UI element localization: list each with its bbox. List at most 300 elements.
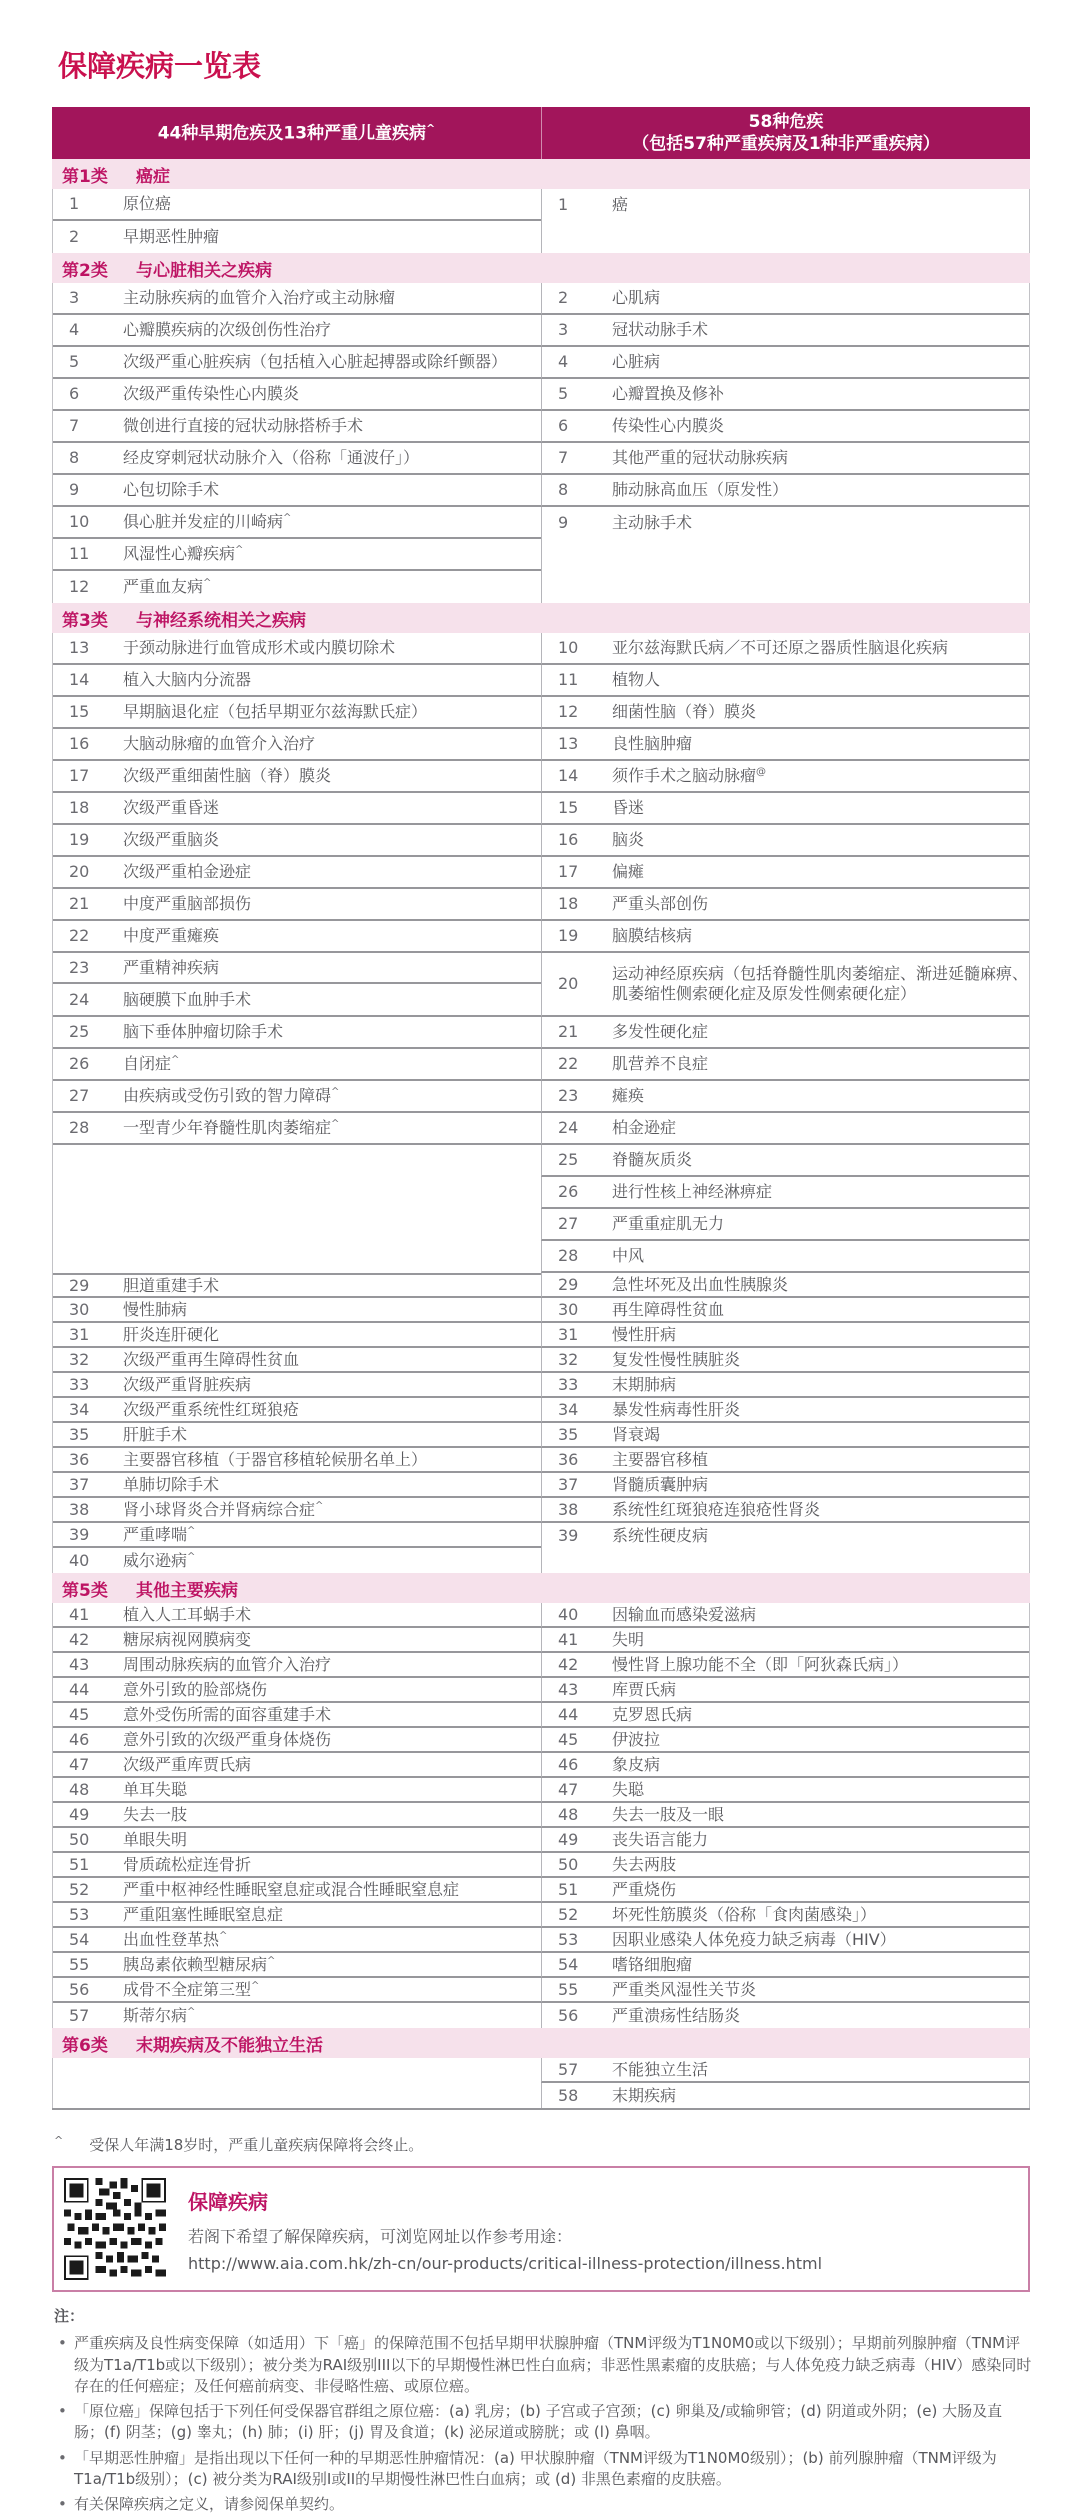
row-number: 19 xyxy=(558,926,579,945)
cell-left xyxy=(53,2003,541,2028)
cell-right xyxy=(541,1878,1029,1903)
row-number: 22 xyxy=(69,926,90,945)
cell-right xyxy=(541,1209,1029,1241)
row-number: 26 xyxy=(69,1054,90,1073)
cell-left xyxy=(53,793,541,825)
footnote-mark: ^ xyxy=(54,2134,64,2147)
row-text: 失聪 xyxy=(612,1779,645,1799)
bullet-dot: • xyxy=(58,2495,67,2514)
page-title: 保障疾病一览表 xyxy=(58,49,262,83)
table-row xyxy=(53,761,1029,793)
row-text: 次级严重柏金逊症 xyxy=(123,862,252,881)
row-text: 单眼失明 xyxy=(123,1829,188,1849)
cell-right xyxy=(541,921,1029,953)
row-text: 次级严重库贾氏病 xyxy=(123,1754,252,1774)
table-row xyxy=(53,571,1029,603)
cell-right xyxy=(541,1373,1029,1398)
cell-left xyxy=(53,1978,541,2003)
cell-right xyxy=(541,2083,1029,2108)
cell-right xyxy=(541,1728,1029,1753)
note-bullet xyxy=(54,2494,1032,2515)
table-row xyxy=(53,1523,1029,1548)
cell-left xyxy=(53,1177,541,1209)
cell-left xyxy=(53,1803,541,1828)
row-number: 53 xyxy=(558,1929,579,1949)
cell-right xyxy=(541,1523,1029,1548)
row-text: 严重溃疡性结肠炎 xyxy=(612,2005,741,2025)
table-row xyxy=(53,507,1029,539)
row-text: 风湿性心瓣疾病^ xyxy=(123,544,244,563)
row-text: 严重类风湿性关节炎 xyxy=(612,1979,757,1999)
cell-left xyxy=(53,347,541,379)
row-number: 46 xyxy=(69,1729,90,1749)
row-number: 8 xyxy=(69,448,80,467)
row-number: 7 xyxy=(558,448,569,467)
cell-right xyxy=(541,475,1029,507)
row-text: 威尔逊病^ xyxy=(123,1550,196,1570)
cell-left xyxy=(53,1928,541,1953)
row-number: 46 xyxy=(558,1754,579,1774)
row-number: 45 xyxy=(558,1729,579,1749)
section-rows xyxy=(52,2058,1030,2108)
row-text: 暴发性病毒性肝炎 xyxy=(612,1399,741,1419)
cell-right xyxy=(541,665,1029,697)
table-row xyxy=(53,1398,1029,1423)
table-row xyxy=(53,315,1029,347)
row-text: 主要器官移植（于器官移植轮候册名单上） xyxy=(123,1449,428,1469)
cell-right xyxy=(541,1628,1029,1653)
table-row xyxy=(53,1853,1029,1878)
cell-right xyxy=(541,1953,1029,1978)
cell-left xyxy=(53,2083,541,2108)
row-number: 42 xyxy=(69,1629,90,1649)
cell-right xyxy=(541,507,1029,539)
cell-left xyxy=(53,1828,541,1853)
row-text: 亚尔兹海默氏病／不可还原之器质性脑退化疾病 xyxy=(612,638,949,657)
row-text: 早期恶性肿瘤 xyxy=(123,227,220,246)
row-text: 传染性心内膜炎 xyxy=(612,416,725,435)
row-text: 肝炎连肝硬化 xyxy=(123,1324,220,1344)
cell-left xyxy=(53,2058,541,2083)
row-number: 35 xyxy=(69,1424,90,1444)
cell-right xyxy=(541,1778,1029,1803)
table-row xyxy=(53,347,1029,379)
table-row xyxy=(53,221,1029,253)
category-band xyxy=(52,253,1030,283)
cell-left xyxy=(53,1273,541,1298)
row-text: 慢性肝病 xyxy=(612,1324,677,1344)
row-number: 56 xyxy=(558,2005,579,2025)
row-text: 末期肺病 xyxy=(612,1374,677,1394)
cell-right xyxy=(541,1803,1029,1828)
row-text: 严重哮喘^ xyxy=(123,1524,196,1544)
cell-left xyxy=(53,1548,541,1573)
cell-left xyxy=(53,1523,541,1548)
row-number: 9 xyxy=(69,480,80,499)
row-number: 58 xyxy=(558,2085,579,2105)
cell-left xyxy=(53,1728,541,1753)
cell-left xyxy=(53,825,541,857)
cell-left xyxy=(53,507,541,539)
row-number: 41 xyxy=(69,1604,90,1624)
table-row xyxy=(53,697,1029,729)
note-bullet xyxy=(54,2448,1032,2491)
cell-right xyxy=(541,1398,1029,1423)
cell-right xyxy=(541,1978,1029,2003)
row-text: 意外引致的脸部烧伤 xyxy=(123,1679,268,1699)
row-number: 13 xyxy=(558,734,579,753)
table-row xyxy=(53,411,1029,443)
row-text: 由疾病或受伤引致的智力障碍^ xyxy=(123,1086,340,1105)
row-number: 20 xyxy=(69,862,90,881)
cell-left xyxy=(53,1209,541,1241)
row-number: 40 xyxy=(558,1604,579,1624)
row-number: 17 xyxy=(558,862,579,881)
row-number: 36 xyxy=(69,1449,90,1469)
row-number: 1 xyxy=(558,195,569,214)
cell-right xyxy=(541,1423,1029,1448)
row-text: 周围动脉疾病的血管介入治疗 xyxy=(123,1654,332,1674)
row-number: 48 xyxy=(558,1804,579,1824)
row-text: 成骨不全症第三型^ xyxy=(123,1979,260,1999)
row-number: 43 xyxy=(558,1679,579,1699)
table-row xyxy=(53,953,1029,1017)
row-number: 10 xyxy=(558,638,579,657)
cell-left xyxy=(53,1498,541,1523)
row-number: 29 xyxy=(558,1274,579,1294)
table-row xyxy=(53,1903,1029,1928)
row-number: 21 xyxy=(558,1022,579,1041)
table-row xyxy=(53,2058,1029,2083)
row-text: 慢性肺病 xyxy=(123,1299,188,1319)
row-text: 急性坏死及出血性胰腺炎 xyxy=(612,1274,789,1294)
row-superscript: ^ xyxy=(331,1118,340,1130)
row-number: 54 xyxy=(558,1954,579,1974)
row-text: 慢性肾上腺功能不全（即「阿狄森氏病」） xyxy=(612,1654,909,1674)
cell-left xyxy=(53,1348,541,1373)
row-text: 严重烧伤 xyxy=(612,1879,677,1899)
row-number: 38 xyxy=(69,1499,90,1519)
row-text: 次级严重再生障碍性贫血 xyxy=(123,1349,300,1369)
table-row xyxy=(53,1049,1029,1081)
sub-row xyxy=(53,984,541,1015)
cell-left xyxy=(53,1017,541,1049)
table-row xyxy=(53,443,1029,475)
table-row xyxy=(53,1209,1029,1241)
cell-left xyxy=(53,761,541,793)
table-row xyxy=(53,729,1029,761)
row-text: 原位癌 xyxy=(123,194,172,213)
footnote-text: 受保人年满18岁时，严重儿童疾病保障将会终止。 xyxy=(89,2136,424,2154)
cell-right xyxy=(541,539,1029,571)
qr-url-link[interactable]: http://www.aia.com.hk/zh-cn/our-products/critical-illness-protection/illness.html xyxy=(188,2253,823,2273)
cell-left xyxy=(53,315,541,347)
row-text: 严重精神疾病 xyxy=(123,957,220,977)
section-rows xyxy=(52,633,1030,1573)
row-number: 6 xyxy=(558,416,569,435)
row-text: 主动脉手术 xyxy=(612,513,693,532)
cell-right xyxy=(541,1448,1029,1473)
table-row xyxy=(53,1953,1029,1978)
qr-heading: 保障疾病 xyxy=(188,2189,268,2214)
row-number: 12 xyxy=(558,702,579,721)
row-number: 27 xyxy=(69,1086,90,1105)
row-number: 43 xyxy=(69,1654,90,1674)
row-text: 脑硬膜下血肿手术 xyxy=(123,989,252,1009)
row-number: 33 xyxy=(558,1374,579,1394)
table-row xyxy=(53,1145,1029,1177)
cell-right xyxy=(541,1473,1029,1498)
row-superscript: ^ xyxy=(331,1086,340,1098)
row-number: 6 xyxy=(69,384,80,403)
row-superscript: ^ xyxy=(219,1930,228,1942)
qr-panel xyxy=(52,2166,1030,2292)
row-text: 斯蒂尔病^ xyxy=(123,2005,196,2025)
row-superscript: ^ xyxy=(315,1500,324,1512)
qr-code-icon xyxy=(64,2178,166,2280)
row-number: 11 xyxy=(558,670,579,689)
cell-right xyxy=(541,1241,1029,1273)
row-text: 中风 xyxy=(612,1246,645,1265)
row-number: 52 xyxy=(69,1879,90,1899)
sub-row xyxy=(53,953,541,984)
row-text: 复发性慢性胰脏炎 xyxy=(612,1349,741,1369)
row-number: 51 xyxy=(558,1879,579,1899)
row-number: 42 xyxy=(558,1654,579,1674)
cell-right xyxy=(541,857,1029,889)
category-title: 末期疾病及不能独立生活 xyxy=(136,2035,323,2056)
row-number: 2 xyxy=(69,227,80,246)
section-rows xyxy=(52,189,1030,253)
row-number: 3 xyxy=(69,288,80,307)
row-number: 33 xyxy=(69,1374,90,1394)
table-row xyxy=(53,857,1029,889)
cell-right xyxy=(541,697,1029,729)
row-text: 微创进行直接的冠状动脉搭桥手术 xyxy=(123,416,364,435)
row-number: 10 xyxy=(69,512,90,531)
cell-left xyxy=(53,1703,541,1728)
row-number: 8 xyxy=(558,480,569,499)
cell-left xyxy=(53,1373,541,1398)
row-superscript: ^ xyxy=(171,1054,180,1066)
table-row xyxy=(53,1177,1029,1209)
row-number: 25 xyxy=(69,1022,90,1041)
cell-left xyxy=(53,1653,541,1678)
cell-right xyxy=(541,411,1029,443)
row-number: 54 xyxy=(69,1929,90,1949)
table-row xyxy=(53,379,1029,411)
table-header-left: 44种早期危疾及13种严重儿童疾病^ xyxy=(157,121,436,144)
row-text: 不能独立生活 xyxy=(612,2059,709,2079)
section-rows xyxy=(52,1603,1030,2028)
row-text: 因职业感染人体免疫力缺乏病毒（HIV） xyxy=(612,1929,896,1949)
cell-left xyxy=(53,633,541,665)
row-superscript: @ xyxy=(756,766,767,778)
cell-right xyxy=(541,315,1029,347)
row-number: 20 xyxy=(558,974,579,993)
note-bullet-text: 「原位癌」保障包括于下列任何受保器官群组之原位癌：(a) 乳房；(b) 子宫或子宫颈；(c) 卵巢及/或输卵管；(d) 阴道或外阴；(e) 大肠及直肠；(f) 阴茎；(g) 睾丸；(h) 肺；(i) 肝；(j) 胃及食道；(k) 泌尿道或膀胱；或 (l) 鼻咽。 xyxy=(74,2402,1003,2442)
row-number: 44 xyxy=(558,1704,579,1724)
cell-right xyxy=(541,1017,1029,1049)
row-number: 36 xyxy=(558,1449,579,1469)
row-number: 19 xyxy=(69,830,90,849)
row-number: 17 xyxy=(69,766,90,785)
note-bullet xyxy=(54,2401,1032,2444)
table-row xyxy=(53,665,1029,697)
row-number: 5 xyxy=(69,352,80,371)
table-row xyxy=(53,1241,1029,1273)
row-number: 21 xyxy=(69,894,90,913)
row-number: 18 xyxy=(69,798,90,817)
table-row xyxy=(53,1423,1029,1448)
row-text: 良性脑肿瘤 xyxy=(612,734,693,753)
row-text: 系统性红斑狼疮连狼疮性肾炎 xyxy=(612,1499,821,1519)
row-number: 38 xyxy=(558,1499,579,1519)
row-text: 中度严重瘫痪 xyxy=(123,926,220,945)
cell-right xyxy=(541,1145,1029,1177)
cell-right xyxy=(541,793,1029,825)
cell-left xyxy=(53,1423,541,1448)
cell-right xyxy=(541,953,1029,1017)
row-text: 嗜铬细胞瘤 xyxy=(612,1954,693,1974)
row-number: 39 xyxy=(69,1524,90,1544)
row-text: 丧失语言能力 xyxy=(612,1829,709,1849)
row-number: 40 xyxy=(69,1550,90,1570)
row-number: 57 xyxy=(69,2005,90,2025)
row-text: 肌营养不良症 xyxy=(612,1054,709,1073)
row-number: 47 xyxy=(69,1754,90,1774)
cell-right xyxy=(541,1049,1029,1081)
row-text: 骨质疏松症连骨折 xyxy=(123,1854,252,1874)
table-row xyxy=(53,2003,1029,2028)
cell-left xyxy=(53,1398,541,1423)
row-number: 52 xyxy=(558,1904,579,1924)
category-title: 与心脏相关之疾病 xyxy=(136,260,272,281)
row-number: 26 xyxy=(558,1182,579,1201)
qr-text-block xyxy=(188,2186,822,2273)
row-text: 次级严重肾脏疾病 xyxy=(123,1374,252,1394)
table-row xyxy=(53,793,1029,825)
table-row xyxy=(53,1703,1029,1728)
cell-left xyxy=(53,1145,541,1177)
row-text: 严重中枢神经性睡眠窒息症或混合性睡眠窒息症 xyxy=(123,1879,460,1899)
notes-section xyxy=(54,2306,1032,2520)
row-text: 心肌病 xyxy=(612,288,661,307)
row-text: 植物人 xyxy=(612,670,661,689)
row-text: 柏金逊症 xyxy=(612,1118,677,1137)
row-text: 瘫痪 xyxy=(612,1086,645,1105)
bullet-dot: • xyxy=(58,2334,67,2353)
row-superscript: ^ xyxy=(235,544,244,556)
row-superscript: ^ xyxy=(187,1551,196,1563)
cell-left xyxy=(53,1473,541,1498)
row-text: 于颈动脉进行血管成形术或内膜切除术 xyxy=(123,638,396,657)
table-row xyxy=(53,1628,1029,1653)
notes-label: 注： xyxy=(54,2307,85,2325)
table-row xyxy=(53,189,1029,221)
table-row xyxy=(53,1978,1029,2003)
row-number: 23 xyxy=(558,1086,579,1105)
row-text: 肾小球肾炎合并肾病综合症^ xyxy=(123,1499,324,1519)
table-row xyxy=(53,1928,1029,1953)
row-number: 30 xyxy=(558,1299,579,1319)
table-row xyxy=(53,539,1029,571)
category-label: 第5类 xyxy=(62,1580,108,1601)
cell-left xyxy=(53,665,541,697)
row-text: 胰岛素依赖型糖尿病^ xyxy=(123,1954,276,1974)
row-superscript: ^ xyxy=(251,1980,260,1992)
cell-right xyxy=(541,1273,1029,1298)
row-text: 进行性核上神经淋痹症 xyxy=(612,1182,773,1201)
row-text: 中度严重脑部损伤 xyxy=(123,894,252,913)
cell-right xyxy=(541,1853,1029,1878)
table-row xyxy=(53,1448,1029,1473)
row-text: 胆道重建手术 xyxy=(123,1275,220,1295)
row-text: 自闭症^ xyxy=(123,1054,180,1073)
row-number: 31 xyxy=(558,1324,579,1344)
table-row xyxy=(53,1498,1029,1523)
cell-left xyxy=(53,729,541,761)
cell-left xyxy=(53,539,541,571)
row-text: 心包切除手术 xyxy=(123,480,220,499)
table-row xyxy=(53,1373,1029,1398)
cell-right xyxy=(541,443,1029,475)
row-number: 4 xyxy=(558,352,569,371)
row-text: 早期脑退化症（包括早期亚尔兹海默氏症） xyxy=(123,702,428,721)
section-rows xyxy=(52,283,1030,603)
row-number: 35 xyxy=(558,1424,579,1444)
table-row xyxy=(53,1081,1029,1113)
cell-right xyxy=(541,347,1029,379)
row-number: 25 xyxy=(558,1150,579,1169)
table-row xyxy=(53,1298,1029,1323)
table-row xyxy=(53,475,1029,507)
cell-right xyxy=(541,1348,1029,1373)
row-number: 1 xyxy=(69,194,80,213)
row-number: 55 xyxy=(558,1979,579,1999)
category-title: 其他主要疾病 xyxy=(136,1580,238,1601)
cell-right xyxy=(541,1903,1029,1928)
row-number: 34 xyxy=(558,1399,579,1419)
row-number: 32 xyxy=(69,1349,90,1369)
cell-left xyxy=(53,1049,541,1081)
cell-left xyxy=(53,571,541,603)
category-band xyxy=(52,1573,1030,1603)
table-row xyxy=(53,825,1029,857)
row-text: 肾衰竭 xyxy=(612,1424,661,1444)
row-text: 脊髓灰质炎 xyxy=(612,1150,693,1169)
row-number: 15 xyxy=(69,702,90,721)
row-text: 严重阻塞性睡眠窒息症 xyxy=(123,1904,284,1924)
row-text: 单耳失聪 xyxy=(123,1779,188,1799)
cell-right xyxy=(541,2058,1029,2083)
row-text: 严重血友病^ xyxy=(123,577,212,596)
row-number: 31 xyxy=(69,1324,90,1344)
row-number: 49 xyxy=(69,1804,90,1824)
row-superscript: ^ xyxy=(267,1955,276,1967)
row-number: 4 xyxy=(69,320,80,339)
table-row xyxy=(53,283,1029,315)
row-text: 昏迷 xyxy=(612,798,645,817)
cell-right xyxy=(541,1753,1029,1778)
row-number: 2 xyxy=(558,288,569,307)
row-number: 32 xyxy=(558,1349,579,1369)
note-bullet-text: 有关保障疾病之定义，请参阅保单契约。 xyxy=(74,2495,345,2514)
cell-left xyxy=(53,1853,541,1878)
row-text: 俱心脏并发症的川崎病^ xyxy=(123,512,292,531)
cell-left xyxy=(53,857,541,889)
table-row xyxy=(53,1803,1029,1828)
